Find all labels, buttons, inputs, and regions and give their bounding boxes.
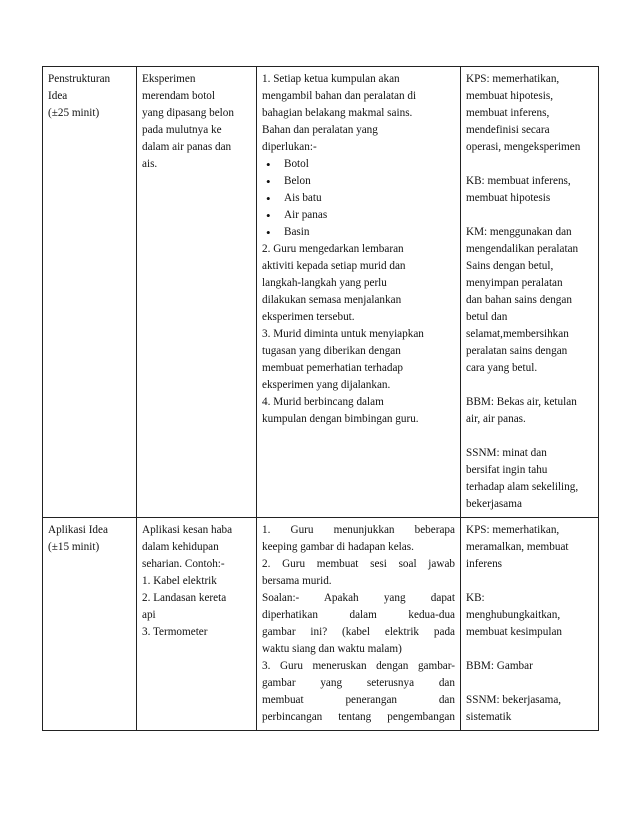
materials-list xyxy=(262,156,455,241)
activity-line: 3. Murid diminta untuk menyiapkan xyxy=(262,328,424,340)
content-line: dalam kehidupan xyxy=(142,541,219,553)
activity-line: keeping gambar di hadapan kelas. xyxy=(262,541,414,553)
table-row xyxy=(43,518,599,731)
content-cell xyxy=(137,67,257,518)
activity-line: 3. Guru meneruskan dengan gambar- xyxy=(262,660,455,672)
note-kps: operasi, mengeksperimen xyxy=(466,141,581,153)
activity-line: 1. Setiap ketua kumpulan akan xyxy=(262,73,400,85)
content-line: 3. Termometer xyxy=(142,626,208,638)
activity-line: membuat penerangan dan xyxy=(262,694,455,706)
content-line: yang dipasang belon xyxy=(142,107,234,119)
activities-cell xyxy=(257,518,461,731)
note-kb: menghubungkaitkan, xyxy=(466,609,561,621)
activity-line: mengambil bahan dan peralatan di xyxy=(262,90,417,102)
list-item: • Botol xyxy=(262,156,455,173)
activity-line: perbincangan tentang pengembangan xyxy=(262,711,455,723)
note-km: KM: menggunakan dan xyxy=(466,226,572,238)
content-line: merendam botol xyxy=(142,90,216,102)
note-kps: mendefinisi secara xyxy=(466,124,550,136)
spacer xyxy=(466,207,593,224)
content-line: pada mulutnya ke xyxy=(142,124,222,136)
activity-line: eksperimen yang dijalankan. xyxy=(262,379,391,391)
content-line: dalam air panas dan xyxy=(142,141,232,153)
activity-line: 4. Murid berbincang dalam xyxy=(262,396,384,408)
content-line: 1. Kabel elektrik xyxy=(142,575,217,587)
note-ssnm: SSNM: minat dan xyxy=(466,447,547,459)
note-bbm: air, air panas. xyxy=(466,413,526,425)
list-item: • Belon xyxy=(262,173,455,190)
spacer xyxy=(466,675,593,692)
stage-line: Idea xyxy=(48,90,68,102)
note-kb: KB: xyxy=(466,592,485,604)
note-kps: KPS: memerhatikan, xyxy=(466,524,560,536)
spacer xyxy=(466,573,593,590)
list-item: • Basin xyxy=(262,224,455,241)
note-ssnm: bersifat ingin tahu xyxy=(466,464,548,476)
note-kb: KB: membuat inferens, xyxy=(466,175,571,187)
note-kps: membuat hipotesis, xyxy=(466,90,554,102)
stage-cell xyxy=(43,67,137,518)
notes-cell xyxy=(461,518,599,731)
activity-line: 2. Guru membuat sesi soal jawab xyxy=(262,558,455,570)
activity-line: tugasan yang diberikan dengan xyxy=(262,345,401,357)
note-bbm: BBM: Bekas air, ketulan xyxy=(466,396,577,408)
spacer xyxy=(466,641,593,658)
activity-line: bahagian belakang makmal sains. xyxy=(262,107,413,119)
activity-line: Soalan:- Apakah yang dapat xyxy=(262,592,455,604)
note-km: peralatan sains dengan xyxy=(466,345,568,357)
stage-line: (±25 minit) xyxy=(48,107,100,119)
content-line: seharian. Contoh:- xyxy=(142,558,225,570)
activity-line: 2. Guru mengedarkan lembaran xyxy=(262,243,404,255)
activity-line: diperlukan:- xyxy=(262,141,317,153)
note-km: cara yang betul. xyxy=(466,362,538,374)
activity-line: langkah-langkah yang perlu xyxy=(262,277,387,289)
note-ssnm: SSNM: bekerjasama, xyxy=(466,694,562,706)
note-kps: KPS: memerhatikan, xyxy=(466,73,560,85)
activity-line: kumpulan dengan bimbingan guru. xyxy=(262,413,419,425)
note-kps: meramalkan, membuat xyxy=(466,541,569,553)
activity-line: dilakukan semasa menjalankan xyxy=(262,294,402,306)
list-item: • Ais batu xyxy=(262,190,455,207)
spacer xyxy=(466,428,593,445)
content-line: Eksperimen xyxy=(142,73,196,85)
note-kps: membuat inferens, xyxy=(466,107,550,119)
activity-line: Bahan dan peralatan yang xyxy=(262,124,378,136)
activity-line: aktiviti kepada setiap murid dan xyxy=(262,260,406,272)
activity-line: gambar yang seterusnya dan xyxy=(262,677,455,689)
lesson-plan-table xyxy=(42,66,599,731)
content-line: api xyxy=(142,609,156,621)
note-km: betul dan xyxy=(466,311,508,323)
note-ssnm: terhadap alam sekeliling, xyxy=(466,481,579,493)
activity-line: bersama murid. xyxy=(262,575,332,587)
note-km: menyimpan peralatan xyxy=(466,277,563,289)
note-km: selamat,membersihkan xyxy=(466,328,569,340)
note-ssnm: sistematik xyxy=(466,711,512,723)
stage-line: Penstrukturan xyxy=(48,73,111,85)
note-kps: inferens xyxy=(466,558,503,570)
note-km: Sains dengan betul, xyxy=(466,260,554,272)
activities-cell xyxy=(257,67,461,518)
activity-line: waktu siang dan waktu malam) xyxy=(262,643,402,655)
stage-line: Aplikasi Idea xyxy=(48,524,108,536)
note-bbm: BBM: Gambar xyxy=(466,660,533,672)
activity-line: membuat pemerhatian terhadap xyxy=(262,362,404,374)
list-item: • Air panas xyxy=(262,207,455,224)
activity-line: 1. Guru menunjukkan beberapa xyxy=(262,524,455,536)
notes-cell xyxy=(461,67,599,518)
note-kb: membuat hipotesis xyxy=(466,192,551,204)
note-km: dan bahan sains dengan xyxy=(466,294,572,306)
stage-line: (±15 minit) xyxy=(48,541,100,553)
content-line: ais. xyxy=(142,158,158,170)
table-row xyxy=(43,67,599,518)
stage-cell xyxy=(43,518,137,731)
activity-line: diperhatikan dalam kedua-dua xyxy=(262,609,455,621)
note-ssnm: bekerjasama xyxy=(466,498,522,510)
activity-line: eksperimen tersebut. xyxy=(262,311,355,323)
activity-line: gambar ini? (kabel elektrik pada xyxy=(262,626,455,638)
note-km: mengendalikan peralatan xyxy=(466,243,579,255)
note-kb: membuat kesimpulan xyxy=(466,626,563,638)
spacer xyxy=(466,156,593,173)
spacer xyxy=(466,377,593,394)
content-line: 2. Landasan kereta xyxy=(142,592,227,604)
content-cell xyxy=(137,518,257,731)
content-line: Aplikasi kesan haba xyxy=(142,524,233,536)
